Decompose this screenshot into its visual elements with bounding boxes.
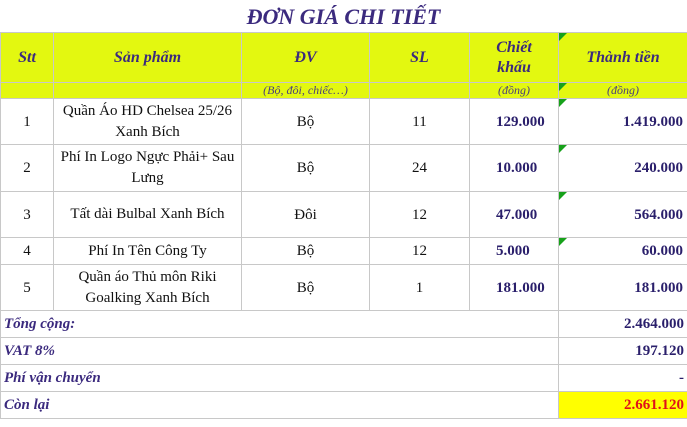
row-product: Phí In Logo Ngực Phải+ Sau Lưng [54, 145, 242, 192]
subtotal-label: Tổng cộng: [1, 311, 242, 338]
subheader-product [54, 83, 242, 99]
table-row [1, 238, 687, 265]
row-qty: 24 [370, 145, 470, 192]
row-product: Phí In Tên Công Ty [54, 238, 242, 265]
row-total [559, 99, 687, 145]
row-total-value: 564.000 [634, 206, 683, 223]
shipping-value: - [559, 365, 687, 392]
row-stt: 2 [1, 145, 54, 192]
invoice-table [0, 32, 687, 419]
header-total [559, 33, 687, 83]
row-product: Quần áo Thủ môn Riki Goalking Xanh Bích [54, 265, 242, 311]
header-total-label: Thành tiền [586, 48, 660, 66]
subheader-total [559, 83, 687, 99]
row-total-value: 1.419.000 [623, 113, 683, 130]
header-unit: ĐV [242, 33, 370, 83]
row-qty: 11 [370, 99, 470, 145]
row-stt: 1 [1, 99, 54, 145]
comment-marker-icon [559, 192, 567, 200]
subtotal-value: 2.464.000 [559, 311, 687, 338]
comment-marker-icon [559, 145, 567, 153]
row-unit: Bộ [242, 145, 370, 192]
row-total [559, 238, 687, 265]
remaining-label: Còn lại [1, 392, 242, 419]
row-qty: 12 [370, 238, 470, 265]
comment-marker-icon [559, 238, 567, 246]
remaining-row [1, 392, 687, 419]
row-product: Tất dài Bulbal Xanh Bích [54, 192, 242, 238]
row-stt: 5 [1, 265, 54, 311]
header-discount: Chiết khấu [470, 33, 559, 83]
table-row [1, 145, 687, 192]
row-discount: 181.000 [470, 265, 559, 311]
shipping-label: Phí vận chuyển [1, 365, 242, 392]
row-total-value: 240.000 [634, 160, 683, 176]
row-stt: 4 [1, 238, 54, 265]
subheader-discount: (đồng) [470, 83, 559, 99]
comment-marker-icon [559, 99, 567, 107]
header-stt: Stt [1, 33, 54, 83]
vat-label: VAT 8% [1, 338, 242, 365]
row-unit: Bộ [242, 99, 370, 145]
vat-value: 197.120 [559, 338, 687, 365]
row-total [559, 145, 687, 192]
subheader-stt [1, 83, 54, 99]
shipping-row [1, 365, 687, 392]
header-qty: SL [370, 33, 470, 83]
table-row [1, 99, 687, 145]
subheader-unit: (Bộ, đôi, chiếc…) [242, 83, 370, 99]
comment-marker-icon [559, 83, 567, 91]
row-unit: Bộ [242, 238, 370, 265]
row-discount: 47.000 [470, 192, 559, 238]
page-title: ĐƠN GIÁ CHI TIẾT [246, 4, 441, 29]
row-qty: 12 [370, 192, 470, 238]
subtotal-row [1, 311, 687, 338]
remaining-value: 2.661.120 [559, 392, 687, 419]
header-product: Sản phẩm [54, 33, 242, 83]
row-total-value: 60.000 [641, 243, 683, 259]
row-discount: 5.000 [470, 238, 559, 265]
row-unit: Đôi [242, 192, 370, 238]
row-discount: 10.000 [470, 145, 559, 192]
table-row [1, 192, 687, 238]
vat-row [1, 338, 687, 365]
row-total-value: 181.000 [634, 279, 683, 296]
row-total [559, 192, 687, 238]
subheader-total-label: (đồng) [607, 83, 639, 97]
row-qty: 1 [370, 265, 470, 311]
row-stt: 3 [1, 192, 54, 238]
comment-marker-icon [559, 33, 567, 41]
row-total [559, 265, 687, 311]
subheader-qty [370, 83, 470, 99]
row-discount: 129.000 [470, 99, 559, 145]
row-product: Quần Áo HD Chelsea 25/26 Xanh Bích [54, 99, 242, 145]
row-unit: Bộ [242, 265, 370, 311]
table-row [1, 265, 687, 311]
